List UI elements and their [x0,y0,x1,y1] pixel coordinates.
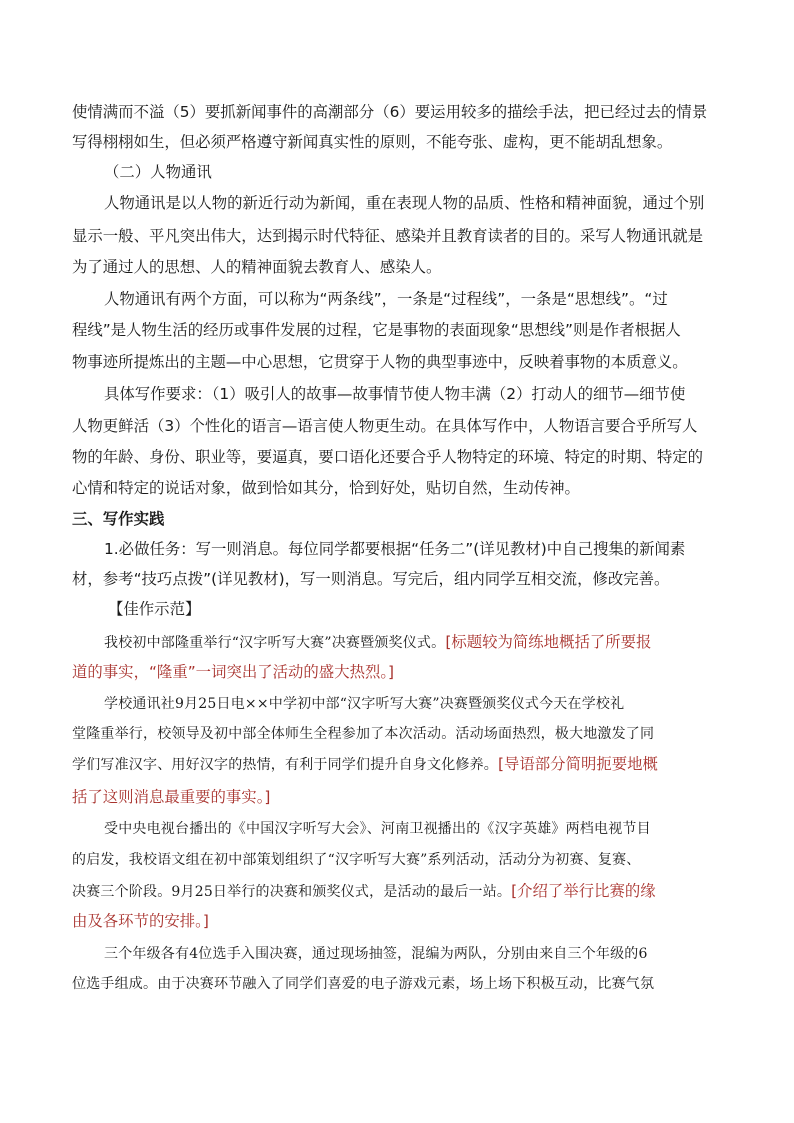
commentary-note: 道的事实，“隆重”一词突出了活动的盛大热烈。] [72,663,395,681]
example-text: 学们写准汉字、用好汉字的热情，有利于同学们提升自身文化修养。 [72,757,498,773]
section-heading: 三、写作实践 [72,510,165,528]
example-line [72,910,722,932]
paragraph-line: 写得栩栩如生，但必须严格遵守新闻真实性的原则，不能夸张、虚构，更不能胡乱想象。 [72,133,673,151]
paragraph-line: 心情和特定的说话对象，做到恰如其分，恰到好处，贴切自然，生动传神。 [72,479,580,497]
paragraph-line: 人物通讯有两个方面，可以称为“两条线”，一条是“过程线”，一条是“思想线”。“过 [104,290,668,308]
paragraph-line: 材，参考“技巧点拨”(详见教材)，写一则消息。写完后，组内同学互相交流，修改完善。 [72,570,670,588]
example-label: 【佳作示范】 [108,600,201,618]
paragraph-line: 人物更鲜活（3）个性化的语言—语言使人物更生动。在具体写作中，人物语言要合乎所写人 [72,417,698,435]
paragraph-line: 程线”是人物生活的经历或事件发展的过程，它是事物的表面现象“思想线”则是作者根据人 [72,321,681,339]
example-text: 学校通讯社9月25日电××中学初中部“汉字听写大赛”决赛暨颁奖仪式今天在学校礼 [104,696,625,712]
paragraph-line: 物事迹所提炼出的主题—中心思想，它贯穿于人物的典型事迹中，反映着事物的本质意义。 [72,353,688,371]
paragraph-line: 使情满而不溢（5）要抓新闻事件的高潮部分（6）要运用较多的描绘手法，把已经过去的情景 [72,103,708,121]
example-line [72,880,722,902]
paragraph-line: 人物通讯是以人物的新近行动为新闻，重在表现人物的品质、性格和精神面貌，通过个别 [104,194,705,212]
paragraph-line: 为了通过人的思想、人的精神面貌去教育人、感染人。 [72,258,442,276]
commentary-note: 由及各环节的安排。] [72,912,209,930]
example-line [72,661,722,683]
commentary-note: [介绍了举行比赛的缘 [511,882,656,900]
example-text: 的启发，我校语文组在初中部策划组织了“汉字听写大赛”系列活动，活动分为初赛、复赛、 [72,852,641,868]
paragraph-line: 显示一般、平凡突出伟大，达到揭示时代特征、感染并且教育读者的目的。采写人物通讯就是 [72,227,704,245]
example-text: 堂隆重举行，校领导及初中部全体师生全程参加了本次活动。活动场面热烈，极大地激发了同 [72,726,655,742]
commentary-note: 括了这则消息最重要的事实。] [72,788,271,806]
commentary-note: [导语部分简明扼要地概 [498,755,658,773]
example-text: 受中央电视台播出的《中国汉字听写大会》、河南卫视播出的《汉字英雄》两档电视节目 [104,821,651,837]
example-text: 三个年级各有4位选手入围决赛，通过现场抽签，混编为两队，分别由来自三个年级的6 [104,946,648,962]
subheading: （二）人物通讯 [104,163,212,181]
paragraph-line: 具体写作要求：（1）吸引人的故事—故事情节使人物丰满（2）打动人的细节—细节使 [104,385,686,403]
example-text: 我校初中部隆重举行“汉字听写大赛”决赛暨颁奖仪式。 [104,635,446,651]
example-line [72,786,722,808]
commentary-note: [标题较为简练地概括了所要报 [445,633,652,651]
example-line [104,631,754,653]
paragraph-line: 物的年龄、身份、职业等，要逼真，要口语化还要合乎人物特定的环境、特定的时期、特定的 [72,448,704,466]
example-text: 决赛三个阶段。9月25日举行的决赛和颁奖仪式，是活动的最后一站。 [72,884,512,900]
example-line [72,753,722,775]
example-text: 位选手组成。由于决赛环节融入了同学们喜爱的电子游戏元素，场上场下积极互动，比赛气氛 [72,976,655,992]
paragraph-line: 1.必做任务：写一则消息。每位同学都要根据“任务二”(详见教材)中自己搜集的新闻素 [104,540,686,558]
